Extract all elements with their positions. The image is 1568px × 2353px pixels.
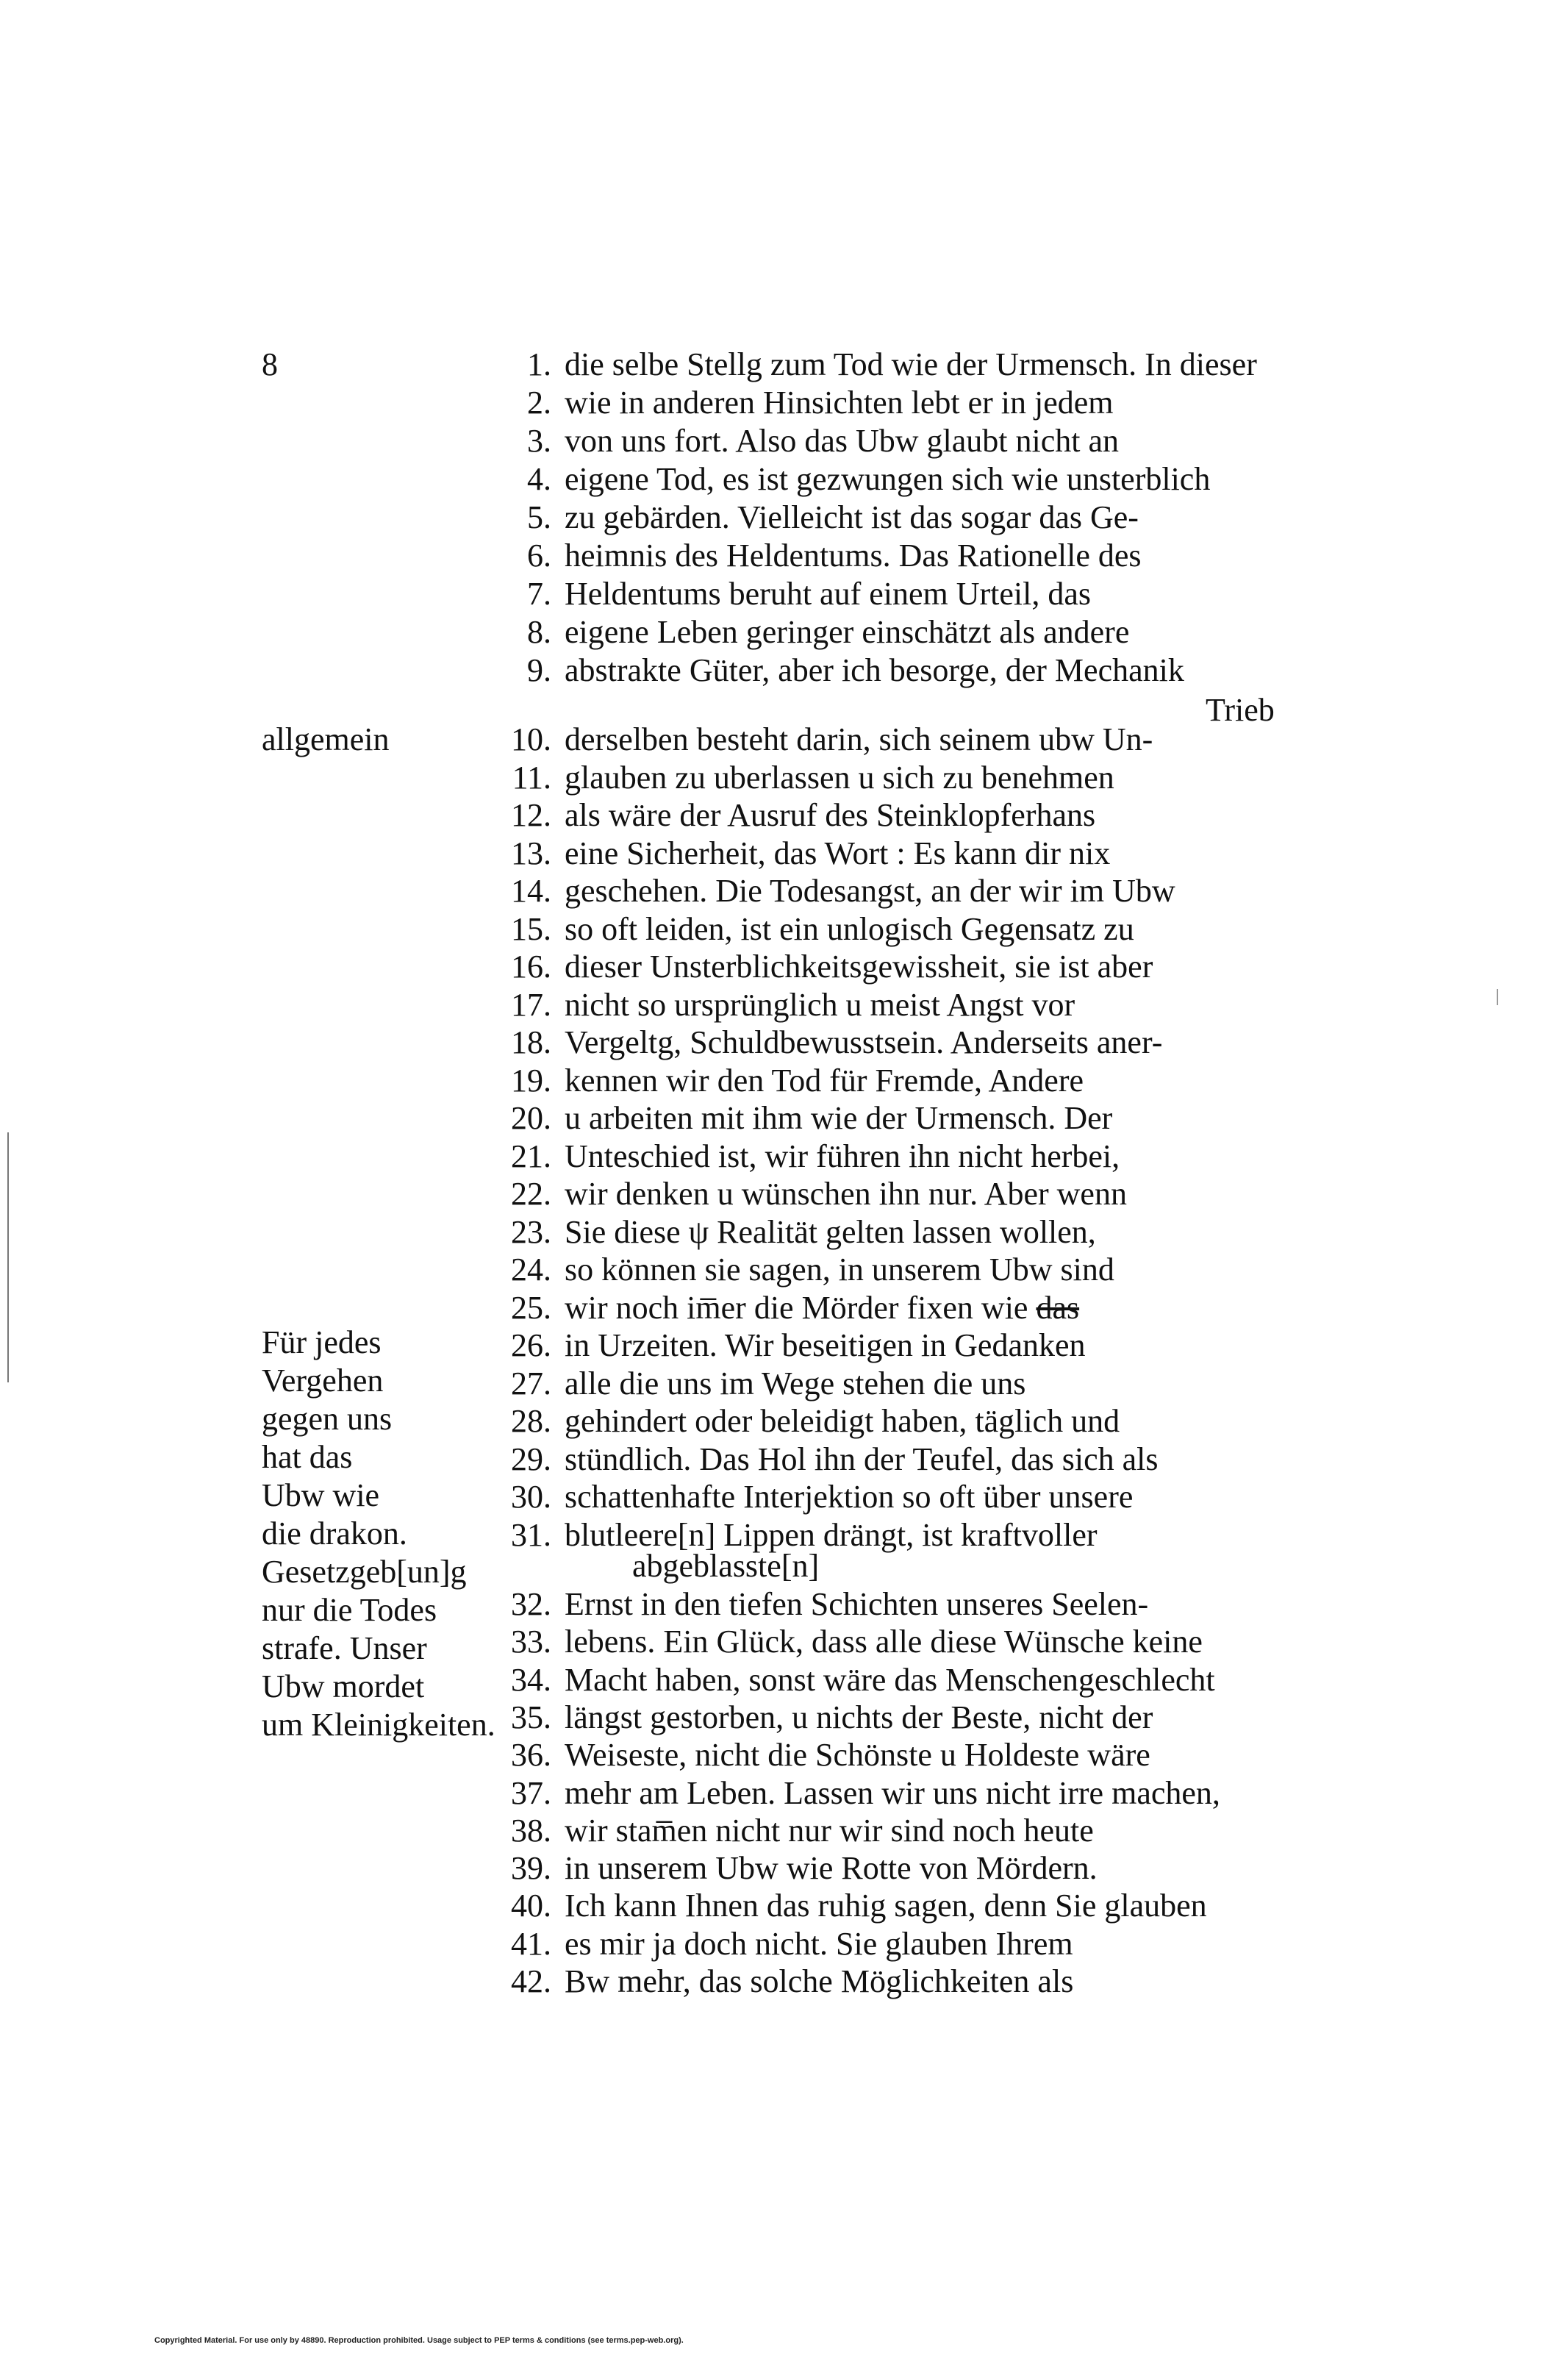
line-text — [565, 1478, 1133, 1516]
line-number: 8. — [527, 614, 551, 650]
line-number: 40. — [511, 1888, 551, 1924]
line-text-main: längst gestorben, u nichts der Beste, nicht der — [565, 1699, 1153, 1735]
scan-mark — [1497, 989, 1498, 1005]
line-text-main: Ernst in den tiefen Schichten unseres Seelen- — [565, 1586, 1149, 1622]
line-number: 24. — [511, 1252, 551, 1288]
line-text-main: dieser Unsterblichkeitsgewissheit, sie ist aber — [565, 949, 1153, 985]
line-text — [565, 1327, 1086, 1365]
margin-note-text: allgemein — [262, 721, 390, 757]
line-number: 20. — [511, 1100, 551, 1136]
margin-note-line: Ubw wie — [262, 1477, 380, 1513]
line-text — [565, 1585, 1148, 1624]
line-number: 31. — [511, 1516, 551, 1553]
line-text — [565, 1213, 1096, 1252]
line-text — [565, 835, 1110, 873]
line-number: 22. — [511, 1176, 551, 1212]
line-number: 32. — [511, 1586, 551, 1622]
margin-note-line: nur die Todes — [262, 1592, 437, 1628]
line-text-main: von uns fort. Also das Ubw glaubt nicht an — [565, 423, 1120, 459]
line-text — [565, 1925, 1073, 1963]
line-text-main: eigene Tod, es ist gezwungen sich wie unsterblich — [565, 461, 1211, 497]
line-text — [565, 422, 1119, 460]
line-number: 6. — [527, 538, 551, 574]
line-text-main: Macht haben, sonst wäre das Menschengeschlecht — [565, 1661, 1215, 1698]
line-text — [565, 1963, 1073, 2001]
line-text-main: Ich kann Ihnen das ruhig sagen, denn Sie glauben — [565, 1888, 1207, 1924]
margin-note-line: Für jedes — [262, 1324, 382, 1360]
margin-note-line: strafe. Unser — [262, 1630, 427, 1666]
line-text — [565, 1661, 1215, 1699]
line-number: 23. — [511, 1213, 551, 1250]
line-number: 1. — [527, 346, 551, 382]
line-text-main: blutleere[n] Lippen drängt, ist kraftvoller — [565, 1516, 1098, 1553]
line-text-main: in Urzeiten. Wir beseitigen in Gedanken — [565, 1327, 1086, 1363]
line-text-main: glauben zu uberlassen u sich zu benehmen — [565, 759, 1114, 796]
line-number: 5. — [527, 499, 551, 535]
line-text-main: wir noch im̅er die Mörder fixen wie — [565, 1289, 1028, 1326]
line-number: 30. — [511, 1479, 551, 1515]
line-text — [565, 1812, 1094, 1850]
line-text-main: Bw mehr, das solche Möglichkeiten als — [565, 1963, 1074, 1999]
line-text — [565, 759, 1114, 797]
line-text-main: eine Sicherheit, das Wort : Es kann dir nix — [565, 835, 1111, 871]
line-number: 28. — [511, 1403, 551, 1439]
line-text — [565, 537, 1142, 575]
margin-note-line: Gesetzgeb[un]g — [262, 1554, 467, 1590]
line-text-main: eigene Leben geringer einschätzt als andere — [565, 614, 1130, 650]
line-number: 16. — [511, 949, 551, 985]
line-text-main: wir stam̅en nicht nur wir sind noch heute — [565, 1812, 1094, 1849]
line-number: 3. — [527, 423, 551, 459]
line-number: 27. — [511, 1365, 551, 1402]
line-text — [565, 384, 1114, 422]
line-text — [565, 1062, 1084, 1100]
line-number: 29. — [511, 1440, 551, 1477]
line-text-main: Unteschied ist, wir führen ihn nicht herbei, — [565, 1138, 1120, 1174]
line-number: 9. — [527, 652, 551, 688]
interlinear-trieb: Trieb — [1206, 692, 1275, 728]
line-number: 12. — [511, 797, 551, 833]
line-text-main: die selbe Stellg zum Tod wie der Urmensch. In dieser — [565, 346, 1257, 382]
line-text — [565, 796, 1095, 835]
line-number: 26. — [511, 1327, 551, 1363]
copyright-footer: Copyrighted Material. For use only by 48890. Reproduction prohibited. Usage subject to PEP terms & conditions (see terms.pep-web.org). — [154, 2336, 684, 2345]
line-text — [565, 1849, 1098, 1888]
line-number: 39. — [511, 1850, 551, 1887]
line-text-main: in unserem Ubw wie Rotte von Mördern. — [565, 1850, 1098, 1887]
line-number: 11. — [512, 759, 551, 796]
line-text — [565, 1440, 1159, 1479]
margin-note-allgemein — [262, 721, 390, 759]
page-number: 8 — [262, 346, 278, 382]
struck-word: das — [1036, 1289, 1080, 1326]
line-number: 21. — [511, 1138, 551, 1174]
line-text — [565, 948, 1153, 986]
line-text — [565, 1138, 1120, 1176]
line-text-main: heimnis des Heldentums. Das Rationelle des — [565, 538, 1142, 574]
line-text — [565, 1251, 1114, 1289]
margin-note-line: um Kleinigkeiten. — [262, 1707, 495, 1743]
line-number: 14. — [511, 873, 551, 909]
line-number: 38. — [511, 1812, 551, 1849]
scan-mark — [7, 1132, 9, 1382]
line-text — [565, 575, 1091, 613]
line-text-main: Sie diese ψ Realität gelten lassen wollen, — [565, 1213, 1096, 1250]
line-number: 4. — [527, 461, 551, 497]
line-number: 41. — [511, 1925, 551, 1962]
line-text-main: geschehen. Die Todesangst, an der wir im Ubw — [565, 873, 1175, 909]
line-text-main: Heldentums beruht auf einem Urteil, das — [565, 576, 1092, 612]
interlinear-abgeblasste: abgeblasste[n] — [632, 1548, 820, 1584]
line-number: 7. — [527, 576, 551, 612]
line-text-main: gehindert oder beleidigt haben, täglich und — [565, 1403, 1120, 1439]
line-text — [565, 1887, 1207, 1925]
line-text — [565, 1099, 1112, 1138]
line-text-main: stündlich. Das Hol ihn der Teufel, das sich als — [565, 1440, 1159, 1477]
line-text — [565, 1024, 1162, 1062]
line-number: 37. — [511, 1774, 551, 1811]
line-text — [565, 1699, 1153, 1737]
line-text — [565, 872, 1175, 910]
line-text-main: abstrakte Güter, aber ich besorge, der Mechanik — [565, 652, 1184, 688]
line-text — [565, 460, 1210, 499]
line-text-main: es mir ja doch nicht. Sie glauben Ihrem — [565, 1925, 1073, 1962]
line-text-main: lebens. Ein Glück, dass alle diese Wünsche keine — [565, 1624, 1203, 1660]
line-text — [565, 1623, 1203, 1661]
line-text-main: Weiseste, nicht die Schönste u Holdeste wäre — [565, 1737, 1150, 1774]
line-text-main: derselben besteht darin, sich seinem ubw Un- — [565, 721, 1153, 757]
line-text — [565, 986, 1075, 1024]
line-text-main: schattenhafte Interjektion so oft über unsere — [565, 1479, 1134, 1515]
line-number: 25. — [511, 1289, 551, 1326]
line-number: 18. — [511, 1024, 551, 1060]
line-text — [565, 1402, 1120, 1440]
line-text — [565, 651, 1184, 690]
line-number: 19. — [511, 1062, 551, 1099]
line-number: 42. — [511, 1963, 551, 1999]
margin-note-line: Ubw mordet — [262, 1668, 425, 1704]
line-text-main: zu gebärden. Vielleicht ist das sogar das Ge- — [565, 499, 1139, 535]
line-text-main: nicht so ursprünglich u meist Angst vor — [565, 986, 1075, 1023]
line-number: 33. — [511, 1624, 551, 1660]
line-text-main: so oft leiden, ist ein unlogisch Gegensatz zu — [565, 910, 1134, 947]
line-text-main: u arbeiten mit ihm wie der Urmensch. Der — [565, 1100, 1113, 1136]
line-text — [565, 613, 1129, 651]
margin-note-block — [262, 1324, 495, 1744]
line-text — [565, 1736, 1150, 1774]
line-text-main: alle die uns im Wege stehen die uns — [565, 1365, 1026, 1402]
line-text-main: wir denken u wünschen ihn nur. Aber wenn — [565, 1176, 1127, 1212]
line-number: 15. — [511, 910, 551, 947]
line-number: 35. — [511, 1699, 551, 1735]
line-number: 13. — [511, 835, 551, 871]
line-text-main: Vergeltg, Schuldbewusstsein. Anderseits aner- — [565, 1024, 1163, 1060]
margin-note-line: gegen uns — [262, 1401, 393, 1437]
line-text — [565, 1365, 1025, 1403]
line-text — [565, 1289, 1079, 1327]
line-number: 34. — [511, 1661, 551, 1698]
line-text-main: als wäre der Ausruf des Steinklopferhans — [565, 797, 1096, 833]
line-number: 10. — [511, 721, 551, 757]
margin-note-line: die drakon. — [262, 1515, 407, 1552]
line-text-main: so können sie sagen, in unserem Ubw sind — [565, 1252, 1114, 1288]
line-text — [565, 910, 1134, 949]
line-text-main: mehr am Leben. Lassen wir uns nicht irre machen, — [565, 1774, 1220, 1811]
line-text — [565, 721, 1153, 759]
line-text-main: kennen wir den Tod für Fremde, Andere — [565, 1062, 1084, 1099]
line-text — [565, 1774, 1220, 1813]
line-text-main: wie in anderen Hinsichten lebt er in jedem — [565, 385, 1114, 421]
line-number: 2. — [527, 385, 551, 421]
line-text — [565, 499, 1139, 537]
line-number: 36. — [511, 1737, 551, 1774]
line-text — [565, 1175, 1127, 1213]
line-number: 17. — [511, 986, 551, 1023]
margin-note-line: hat das — [262, 1439, 353, 1475]
margin-note-line: Vergehen — [262, 1363, 384, 1399]
line-text — [565, 346, 1257, 384]
